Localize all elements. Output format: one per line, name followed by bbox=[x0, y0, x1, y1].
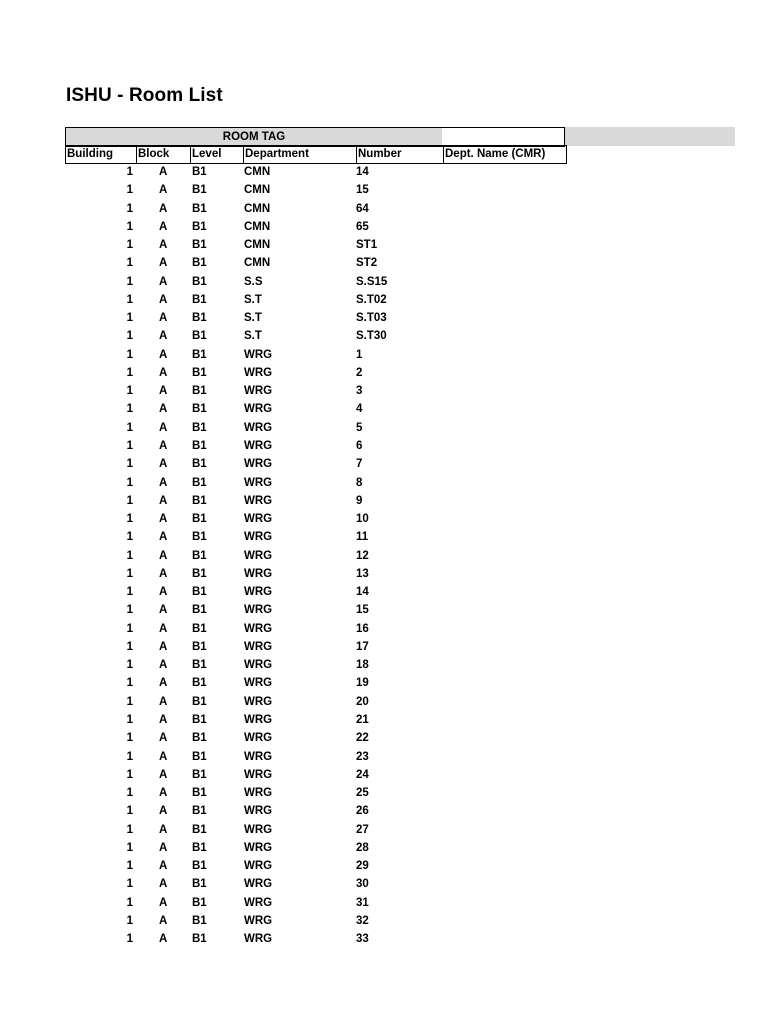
cell-department: WRG bbox=[244, 695, 273, 708]
cell-number: 6 bbox=[356, 439, 363, 452]
cell-department: WRG bbox=[244, 860, 273, 873]
cell-block: A bbox=[159, 330, 168, 343]
cell-number: 10 bbox=[356, 513, 369, 526]
cell-level: B1 bbox=[192, 677, 207, 690]
table-row bbox=[65, 182, 565, 200]
table-row bbox=[65, 292, 565, 310]
table-row bbox=[65, 401, 565, 419]
cell-block: A bbox=[159, 677, 168, 690]
cell-level: B1 bbox=[192, 750, 207, 763]
cell-block: A bbox=[159, 640, 168, 653]
cell-department: WRG bbox=[244, 586, 273, 599]
cell-number: S.S15 bbox=[356, 275, 388, 288]
cell-block: A bbox=[159, 385, 168, 398]
cell-department: WRG bbox=[244, 513, 273, 526]
cell-department: WRG bbox=[244, 531, 273, 544]
cell-block: A bbox=[159, 184, 168, 197]
cell-level: B1 bbox=[192, 805, 207, 818]
cell-level: B1 bbox=[192, 640, 207, 653]
table-row bbox=[65, 438, 565, 456]
cell-level: B1 bbox=[192, 184, 207, 197]
cell-level: B1 bbox=[192, 586, 207, 599]
cell-level: B1 bbox=[192, 604, 207, 617]
table-row bbox=[65, 529, 565, 547]
page-title: ISHU - Room List bbox=[66, 85, 223, 106]
table-row bbox=[65, 566, 565, 584]
cell-number: 3 bbox=[356, 385, 363, 398]
cell-block: A bbox=[159, 860, 168, 873]
cell-number: ST1 bbox=[356, 239, 378, 252]
table-row bbox=[65, 164, 565, 182]
cell-department: CMN bbox=[244, 166, 271, 178]
table-row bbox=[65, 657, 565, 675]
cell-level: B1 bbox=[192, 421, 207, 434]
cell-department: WRG bbox=[244, 421, 273, 434]
cell-block: A bbox=[159, 549, 168, 562]
cell-building: 1 bbox=[126, 239, 133, 252]
cell-number: 16 bbox=[356, 622, 369, 635]
cell-department: WRG bbox=[244, 713, 273, 726]
cell-department: WRG bbox=[244, 640, 273, 653]
cell-department: WRG bbox=[244, 494, 273, 507]
cell-level: B1 bbox=[192, 914, 207, 927]
cell-building: 1 bbox=[126, 787, 133, 800]
cell-level: B1 bbox=[192, 787, 207, 800]
cell-number: 30 bbox=[356, 878, 369, 891]
cell-level: B1 bbox=[192, 257, 207, 270]
cell-number: 21 bbox=[356, 713, 369, 726]
table-row bbox=[65, 621, 565, 639]
cell-block: A bbox=[159, 166, 168, 178]
table-row bbox=[65, 913, 565, 931]
table-row bbox=[65, 675, 565, 693]
cell-building: 1 bbox=[126, 312, 133, 325]
cell-number: 5 bbox=[356, 421, 363, 434]
cell-block: A bbox=[159, 348, 168, 361]
cell-building: 1 bbox=[126, 860, 133, 873]
cell-department: WRG bbox=[244, 439, 273, 452]
cell-building: 1 bbox=[126, 403, 133, 416]
room-list-rows bbox=[65, 164, 565, 949]
cell-block: A bbox=[159, 768, 168, 781]
cell-department: WRG bbox=[244, 914, 273, 927]
cell-block: A bbox=[159, 403, 168, 416]
cell-department: S.T bbox=[244, 330, 262, 343]
cell-number: 28 bbox=[356, 841, 369, 854]
cell-department: WRG bbox=[244, 659, 273, 672]
cell-level: B1 bbox=[192, 202, 207, 215]
cell-department: WRG bbox=[244, 878, 273, 891]
cell-building: 1 bbox=[126, 257, 133, 270]
cell-department: WRG bbox=[244, 933, 273, 946]
cell-level: B1 bbox=[192, 494, 207, 507]
cell-number: S.T03 bbox=[356, 312, 387, 325]
cell-block: A bbox=[159, 878, 168, 891]
cell-block: A bbox=[159, 713, 168, 726]
cell-number: 17 bbox=[356, 640, 369, 653]
cell-building: 1 bbox=[126, 841, 133, 854]
cell-block: A bbox=[159, 220, 168, 233]
table-row bbox=[65, 895, 565, 913]
cell-level: B1 bbox=[192, 348, 207, 361]
cell-number: 13 bbox=[356, 567, 369, 580]
cell-block: A bbox=[159, 787, 168, 800]
cell-department: WRG bbox=[244, 567, 273, 580]
cell-level: B1 bbox=[192, 567, 207, 580]
cell-block: A bbox=[159, 933, 168, 946]
cell-level: B1 bbox=[192, 549, 207, 562]
cell-building: 1 bbox=[126, 458, 133, 471]
cell-block: A bbox=[159, 659, 168, 672]
cell-department: WRG bbox=[244, 787, 273, 800]
cell-number: 4 bbox=[356, 403, 363, 416]
cell-number: 14 bbox=[356, 166, 369, 178]
cell-level: B1 bbox=[192, 896, 207, 909]
group-header-band bbox=[65, 127, 735, 146]
header-fill-extension bbox=[565, 127, 735, 146]
cell-block: A bbox=[159, 458, 168, 471]
cell-level: B1 bbox=[192, 239, 207, 252]
table-row bbox=[65, 511, 565, 529]
cell-building: 1 bbox=[126, 567, 133, 580]
table-row bbox=[65, 749, 565, 767]
table-row bbox=[65, 548, 565, 566]
cell-building: 1 bbox=[126, 805, 133, 818]
cell-block: A bbox=[159, 312, 168, 325]
cell-building: 1 bbox=[126, 622, 133, 635]
cell-building: 1 bbox=[126, 713, 133, 726]
cell-building: 1 bbox=[126, 659, 133, 672]
cell-building: 1 bbox=[126, 933, 133, 946]
cell-block: A bbox=[159, 202, 168, 215]
cell-department: WRG bbox=[244, 604, 273, 617]
cell-block: A bbox=[159, 293, 168, 306]
cell-level: B1 bbox=[192, 933, 207, 946]
cell-block: A bbox=[159, 239, 168, 252]
table-row bbox=[65, 822, 565, 840]
cell-number: 15 bbox=[356, 604, 369, 617]
table-row bbox=[65, 876, 565, 894]
cell-block: A bbox=[159, 805, 168, 818]
cell-level: B1 bbox=[192, 385, 207, 398]
cell-level: B1 bbox=[192, 513, 207, 526]
table-row bbox=[65, 475, 565, 493]
cell-level: B1 bbox=[192, 403, 207, 416]
cell-building: 1 bbox=[126, 695, 133, 708]
cell-block: A bbox=[159, 695, 168, 708]
cell-department: WRG bbox=[244, 476, 273, 489]
cell-building: 1 bbox=[126, 750, 133, 763]
cell-level: B1 bbox=[192, 768, 207, 781]
cell-number: 27 bbox=[356, 823, 369, 836]
cell-level: B1 bbox=[192, 166, 207, 178]
cell-number: 24 bbox=[356, 768, 369, 781]
table-row bbox=[65, 365, 565, 383]
cell-building: 1 bbox=[126, 166, 133, 178]
cell-building: 1 bbox=[126, 348, 133, 361]
col-header-level: Level bbox=[191, 146, 244, 164]
cell-number: S.T30 bbox=[356, 330, 387, 343]
cell-level: B1 bbox=[192, 732, 207, 745]
table-row bbox=[65, 730, 565, 748]
cell-level: B1 bbox=[192, 458, 207, 471]
cell-building: 1 bbox=[126, 184, 133, 197]
cell-building: 1 bbox=[126, 640, 133, 653]
cell-number: 32 bbox=[356, 914, 369, 927]
cell-building: 1 bbox=[126, 513, 133, 526]
cell-number: 22 bbox=[356, 732, 369, 745]
cell-number: 7 bbox=[356, 458, 363, 471]
cell-level: B1 bbox=[192, 476, 207, 489]
cell-level: B1 bbox=[192, 275, 207, 288]
cell-department: CMN bbox=[244, 257, 271, 270]
cell-department: CMN bbox=[244, 184, 271, 197]
col-header-dept-name: Dept. Name (CMR) bbox=[444, 146, 567, 164]
cell-block: A bbox=[159, 586, 168, 599]
table-row bbox=[65, 584, 565, 602]
cell-department: WRG bbox=[244, 823, 273, 836]
cell-block: A bbox=[159, 914, 168, 927]
cell-level: B1 bbox=[192, 293, 207, 306]
cell-level: B1 bbox=[192, 841, 207, 854]
cell-building: 1 bbox=[126, 385, 133, 398]
cell-level: B1 bbox=[192, 366, 207, 379]
cell-number: 14 bbox=[356, 586, 369, 599]
cell-number: 15 bbox=[356, 184, 369, 197]
cell-building: 1 bbox=[126, 823, 133, 836]
cell-building: 1 bbox=[126, 366, 133, 379]
cell-block: A bbox=[159, 494, 168, 507]
table-row bbox=[65, 712, 565, 730]
table-row bbox=[65, 383, 565, 401]
col-header-department: Department bbox=[244, 146, 357, 164]
cell-department: WRG bbox=[244, 805, 273, 818]
table-row bbox=[65, 602, 565, 620]
cell-building: 1 bbox=[126, 586, 133, 599]
cell-number: 64 bbox=[356, 202, 369, 215]
cell-block: A bbox=[159, 823, 168, 836]
table-row bbox=[65, 840, 565, 858]
cell-number: 31 bbox=[356, 896, 369, 909]
table-row bbox=[65, 858, 565, 876]
cell-block: A bbox=[159, 750, 168, 763]
cell-department: WRG bbox=[244, 750, 273, 763]
cell-department: WRG bbox=[244, 896, 273, 909]
cell-building: 1 bbox=[126, 476, 133, 489]
table-row bbox=[65, 785, 565, 803]
table-row bbox=[65, 456, 565, 474]
table-row bbox=[65, 420, 565, 438]
cell-number: 20 bbox=[356, 695, 369, 708]
cell-block: A bbox=[159, 476, 168, 489]
cell-department: CMN bbox=[244, 202, 271, 215]
cell-department: S.S bbox=[244, 275, 263, 288]
cell-building: 1 bbox=[126, 531, 133, 544]
cell-department: WRG bbox=[244, 841, 273, 854]
cell-level: B1 bbox=[192, 823, 207, 836]
cell-level: B1 bbox=[192, 220, 207, 233]
table-row bbox=[65, 237, 565, 255]
cell-building: 1 bbox=[126, 914, 133, 927]
cell-level: B1 bbox=[192, 622, 207, 635]
column-header-row bbox=[65, 145, 567, 164]
cell-level: B1 bbox=[192, 330, 207, 343]
cell-department: WRG bbox=[244, 366, 273, 379]
table-row bbox=[65, 219, 565, 237]
cell-department: WRG bbox=[244, 677, 273, 690]
cell-department: CMN bbox=[244, 220, 271, 233]
cell-number: 33 bbox=[356, 933, 369, 946]
table-row bbox=[65, 803, 565, 821]
table-row bbox=[65, 767, 565, 785]
cell-department: WRG bbox=[244, 403, 273, 416]
cell-block: A bbox=[159, 732, 168, 745]
table-row bbox=[65, 274, 565, 292]
cell-number: 8 bbox=[356, 476, 363, 489]
cell-building: 1 bbox=[126, 293, 133, 306]
cell-level: B1 bbox=[192, 860, 207, 873]
cell-building: 1 bbox=[126, 202, 133, 215]
cell-number: 9 bbox=[356, 494, 363, 507]
cell-building: 1 bbox=[126, 604, 133, 617]
room-tag-header: ROOM TAG bbox=[65, 127, 443, 147]
cell-building: 1 bbox=[126, 896, 133, 909]
cell-block: A bbox=[159, 567, 168, 580]
cell-block: A bbox=[159, 439, 168, 452]
cell-number: 26 bbox=[356, 805, 369, 818]
cell-building: 1 bbox=[126, 677, 133, 690]
cell-block: A bbox=[159, 366, 168, 379]
cell-department: WRG bbox=[244, 549, 273, 562]
cell-block: A bbox=[159, 604, 168, 617]
cell-block: A bbox=[159, 841, 168, 854]
dept-name-group-cell bbox=[442, 127, 565, 147]
cell-number: 2 bbox=[356, 366, 363, 379]
cell-building: 1 bbox=[126, 878, 133, 891]
col-header-number: Number bbox=[357, 146, 444, 164]
cell-number: 1 bbox=[356, 348, 363, 361]
table-row bbox=[65, 255, 565, 273]
cell-level: B1 bbox=[192, 312, 207, 325]
cell-block: A bbox=[159, 257, 168, 270]
table-row bbox=[65, 639, 565, 657]
cell-department: WRG bbox=[244, 348, 273, 361]
cell-department: WRG bbox=[244, 732, 273, 745]
cell-building: 1 bbox=[126, 439, 133, 452]
cell-building: 1 bbox=[126, 768, 133, 781]
cell-number: S.T02 bbox=[356, 293, 387, 306]
cell-building: 1 bbox=[126, 494, 133, 507]
cell-block: A bbox=[159, 513, 168, 526]
table-row bbox=[65, 931, 565, 949]
cell-building: 1 bbox=[126, 330, 133, 343]
cell-block: A bbox=[159, 896, 168, 909]
cell-number: 19 bbox=[356, 677, 369, 690]
cell-number: 65 bbox=[356, 220, 369, 233]
cell-department: CMN bbox=[244, 239, 271, 252]
cell-block: A bbox=[159, 531, 168, 544]
table-row bbox=[65, 310, 565, 328]
cell-department: S.T bbox=[244, 312, 262, 325]
cell-block: A bbox=[159, 622, 168, 635]
cell-number: 29 bbox=[356, 860, 369, 873]
cell-number: 25 bbox=[356, 787, 369, 800]
table-row bbox=[65, 493, 565, 511]
cell-number: 23 bbox=[356, 750, 369, 763]
cell-level: B1 bbox=[192, 713, 207, 726]
cell-department: WRG bbox=[244, 622, 273, 635]
cell-number: ST2 bbox=[356, 257, 378, 270]
cell-department: S.T bbox=[244, 293, 262, 306]
cell-level: B1 bbox=[192, 659, 207, 672]
cell-building: 1 bbox=[126, 549, 133, 562]
cell-building: 1 bbox=[126, 220, 133, 233]
cell-department: WRG bbox=[244, 458, 273, 471]
cell-department: WRG bbox=[244, 768, 273, 781]
cell-level: B1 bbox=[192, 531, 207, 544]
table-row bbox=[65, 347, 565, 365]
cell-number: 11 bbox=[356, 531, 369, 544]
cell-building: 1 bbox=[126, 732, 133, 745]
table-row bbox=[65, 328, 565, 346]
cell-department: WRG bbox=[244, 385, 273, 398]
cell-building: 1 bbox=[126, 275, 133, 288]
col-header-block: Block bbox=[137, 146, 191, 164]
cell-block: A bbox=[159, 275, 168, 288]
cell-number: 18 bbox=[356, 659, 369, 672]
table-row bbox=[65, 201, 565, 219]
cell-level: B1 bbox=[192, 695, 207, 708]
cell-level: B1 bbox=[192, 878, 207, 891]
cell-building: 1 bbox=[126, 421, 133, 434]
cell-number: 12 bbox=[356, 549, 369, 562]
col-header-building: Building bbox=[66, 146, 137, 164]
cell-level: B1 bbox=[192, 439, 207, 452]
table-row bbox=[65, 694, 565, 712]
cell-block: A bbox=[159, 421, 168, 434]
